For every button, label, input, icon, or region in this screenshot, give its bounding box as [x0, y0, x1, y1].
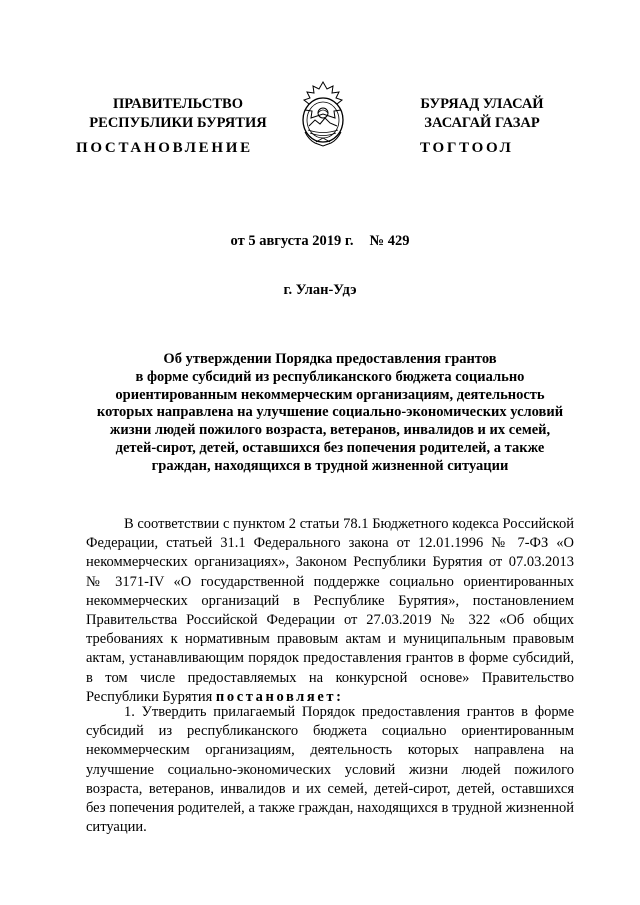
- issuer-name-line: ЗАСАГАЙ ГАЗАР: [424, 115, 540, 131]
- title-line: жизни людей пожилого возраста, ветеранов, инвалидов и их семей,: [109, 422, 551, 439]
- title-line: которых направлена на улучшение социально-экономических условий: [96, 404, 564, 421]
- city: г. Улан-Удэ: [283, 282, 357, 298]
- issuer-name-russian: [78, 95, 278, 133]
- preamble-text: В соответствии с пунктом 2 статьи 78.1 Бюджетного кодекса Российской Федерации, статьей 31.1 Федерального закона от 12.01.1996 № 7-ФЗ «О некоммерческих организациях», Законом Республики Бурятия от 07.03.2013 № 3171-IV «О государственной поддержке социально ориентированных некоммерческих организаций в Республике Бурятия», постановлением Правительства Российской Федерации от 27.03.2019 № 322 «Об общих требованиях к нормативным правовым актам и муниципальным правовым актам, устанавливающим порядок предоставления грантов в форме субсидий, в том числе предоставляемых на конкурсной основе» Правительство Республики Бурятия: [86, 516, 574, 705]
- date-and-number: [0, 233, 640, 250]
- document-type-buryat: ТОГТООЛ: [420, 140, 514, 156]
- issuer-name-buryat: [382, 95, 582, 133]
- clause-1-paragraph: [86, 703, 574, 837]
- decree-word: постановляет:: [215, 688, 344, 705]
- document-type-russian: ПОСТАНОВЛЕНИЕ: [76, 140, 253, 156]
- clause-1-text: 1. Утвердить прилагаемый Порядок предоставления грантов в форме субсидий из республиканского бюджета социально ориентированным некоммерческим организациям, деятельность которых направлена на улучшение социально-экономических условий жизни людей пожилого возраста, ветеранов, инвалидов и их семей, детей-сирот, детей, оставшихся без попечения родителей, а также граждан, находящихся в трудной жизненной ситуации.: [86, 704, 574, 836]
- document-title: [70, 351, 590, 476]
- document-number: № 429: [369, 233, 410, 249]
- buryatia-coat-of-arms-icon: [299, 80, 347, 148]
- title-line: в форме субсидий из республиканского бюджета социально: [135, 368, 525, 385]
- title-line: ориентированным некоммерческим организациям, деятельность: [115, 386, 545, 403]
- issuer-name-line: БУРЯАД УЛАСАЙ: [420, 96, 544, 112]
- issuer-name-line: ПРАВИТЕЛЬСТВО: [113, 96, 243, 112]
- document-date: от 5 августа 2019 г.: [230, 233, 354, 249]
- preamble-paragraph: [86, 515, 574, 707]
- title-line: Об утверждении Порядка предоставления грантов: [163, 351, 497, 367]
- issuer-name-line: РЕСПУБЛИКИ БУРЯТИЯ: [89, 115, 267, 131]
- title-line: детей-сирот, детей, оставшихся без попечения родителей, а также: [115, 439, 545, 456]
- title-line: граждан, находящихся в трудной жизненной ситуации: [151, 457, 509, 474]
